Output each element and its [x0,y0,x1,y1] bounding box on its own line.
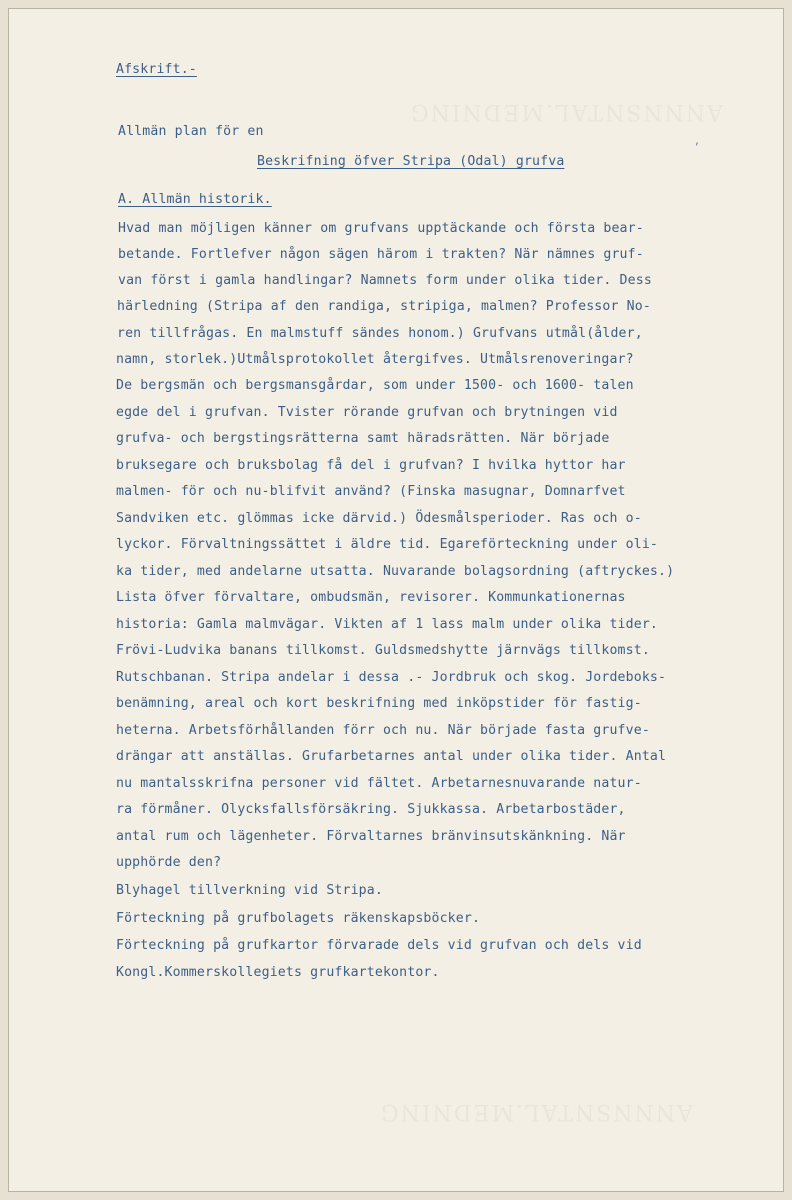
body-line: Lista öfver förvaltare, ombudsmän, revisorer. Kommunkationernas [116,590,626,605]
body-line: heterna. Arbetsförhållanden förr och nu. När började fasta grufve- [116,723,650,738]
margin-mark: , [695,133,699,147]
body-line: benämning, areal och kort beskrifning med inköpstider för fastig- [116,696,642,711]
body-line: ka tider, med andelarne utsatta. Nuvarande bolagsordning (aftryckes.) [116,564,675,579]
body-line: De bergsmän och bergsmansgårdar, som under 1500- och 1600- talen [116,378,634,393]
body-line: drängar att anställas. Grufarbetarnes antal under olika tider. Antal [116,749,667,764]
body-line: upphörde den? [116,855,222,870]
body-line: historia: Gamla malmvägar. Vikten af 1 lass malm under olika tider. [116,617,658,632]
body-line: lyckor. Förvaltningssättet i äldre tid. Egareförteckning under oli- [116,537,658,552]
body-line: nu mantalsskrifna personer vid fältet. Arbetarnesnuvarande natur- [116,776,642,791]
body-line: egde del i grufvan. Tvister rörande grufvan och brytningen vid [116,405,618,420]
body-line: van först i gamla handlingar? Namnets form under olika tider. Dess [118,273,652,288]
body-line: antal rum och lägenheter. Förvaltarnes bränvinsutskänkning. När [116,829,626,844]
bleed-through-text: ANNNSNTAL.MEDNING [409,99,723,124]
body-line: ren tillfrågas. En malmstuff sändes honom.) Grufvans utmål(ålder, [117,326,643,341]
body-line: Sandviken etc. glömmas icke därvid.) Ödesmålsperioder. Ras och o- [116,511,642,526]
section-heading: A. Allmän historik. [118,192,272,207]
body-line: grufva- och bergstingsrätterna samt häradsrätten. När började [116,431,610,446]
body-line: ra förmåner. Olycksfallsförsäkring. Sjukkassa. Arbetarbostäder, [116,802,626,817]
body-line: bruksegare och bruksbolag få del i grufvan? I hvilka hyttor har [116,458,626,473]
header-afskrift: Afskrift.- [116,62,197,77]
body-line: härledning (Stripa af den randiga, stripiga, malmen? Professor No- [117,299,651,314]
body-line: Förteckning på grufbolagets räkenskapsböcker. [116,911,481,926]
body-line: namn, storlek.)Utmålsprotokollet återgifves. Utmålsrenoveringar? [116,352,634,367]
body-line: Förteckning på grufkartor förvarade dels vid grufvan och dels vid [116,938,642,953]
body-line: Hvad man möjligen känner om grufvans upptäckande och första bear- [118,221,644,236]
body-line: Blyhagel tillverkning vid Stripa. [116,883,383,898]
document-title: Beskrifning öfver Stripa (Odal) grufva [257,154,565,169]
intro-line: Allmän plan för en [118,124,264,139]
body-line: Rutschbanan. Stripa andelar i dessa .- Jordbruk och skog. Jordeboks- [116,670,667,685]
document-page [8,8,784,1192]
body-line: Kongl.Kommerskollegiets grufkartekontor. [116,965,440,980]
body-line: malmen- för och nu-blifvit använd? (Finska masugnar, Domnarfvet [116,484,626,499]
bleed-through-text: ANNNSNTAL.MEDNING [379,1099,693,1124]
body-line: betande. Fortlefver någon sägen härom i trakten? När nämnes gruf- [118,247,644,262]
body-line: Frövi-Ludvika banans tillkomst. Guldsmedshytte järnvägs tillkomst. [116,643,650,658]
